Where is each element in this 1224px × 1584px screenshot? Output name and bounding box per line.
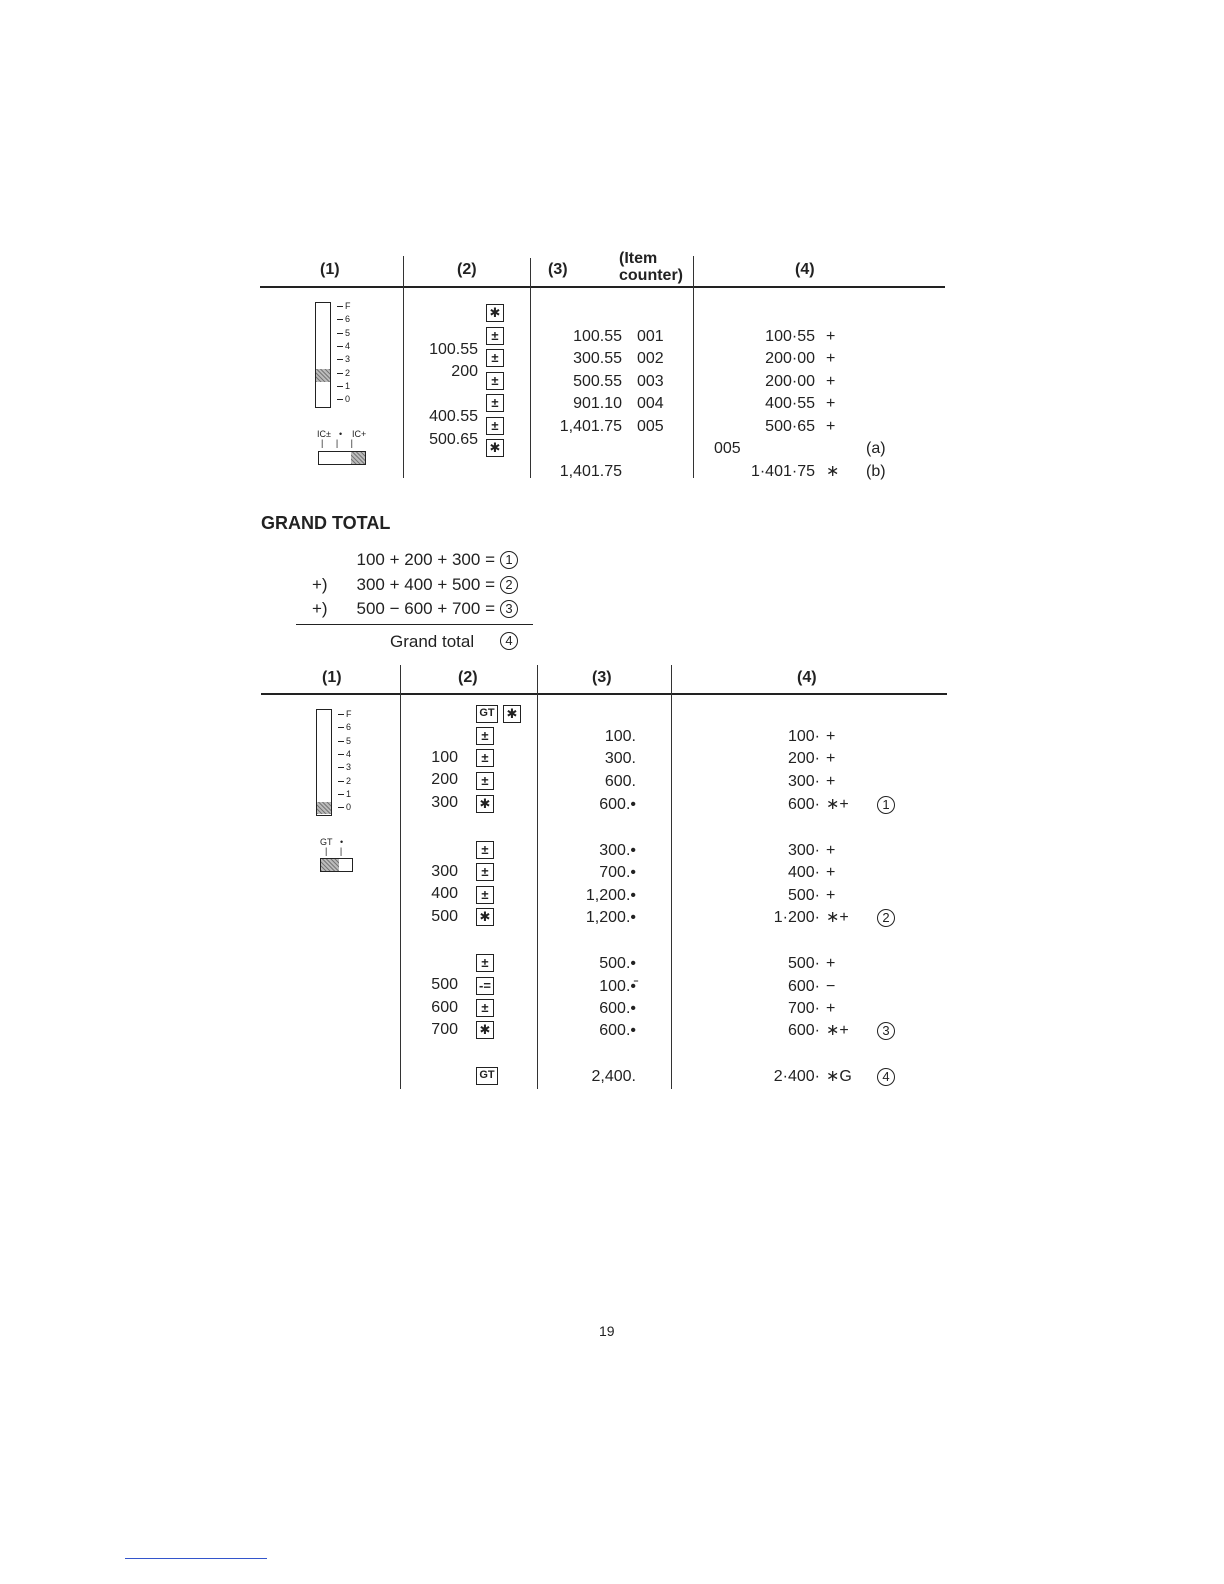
scale-tick-mark [337, 386, 343, 387]
scale-tick: 0 [345, 394, 351, 405]
input-value: 500.65 [429, 430, 478, 448]
grand-total-rule [296, 624, 533, 625]
input-value: 100 [431, 749, 458, 766]
gt-key[interactable]: GT [476, 705, 498, 723]
print-symbol: + [826, 728, 836, 745]
calc-key[interactable]: ± [486, 394, 504, 412]
print-value: 2·400· [773, 1068, 820, 1085]
input-value: 300 [431, 794, 458, 811]
print-symbol: ∗+ [826, 796, 849, 813]
calc-key[interactable]: ± [476, 772, 494, 790]
grand-total-heading: GRAND TOTAL [261, 513, 391, 533]
calc-key[interactable]: ± [486, 372, 504, 390]
input-value: 500 [431, 976, 458, 993]
print-value: 100·55 [765, 327, 815, 345]
item-counter: 005 [637, 417, 664, 435]
table1-divider-1 [403, 256, 404, 478]
table2-header-1: (1) [322, 669, 342, 686]
display-value: 600.• [599, 1022, 636, 1039]
display-value: 500.55 [573, 372, 622, 390]
scale-tick: 2 [346, 775, 352, 786]
gt-switch-label: GT [320, 837, 333, 847]
calc-key[interactable]: ✱ [503, 705, 521, 723]
scale-tick-mark [338, 767, 344, 768]
print-value: 100· [787, 728, 820, 745]
display-value: 1,401.75 [559, 417, 622, 435]
input-value: 200 [451, 363, 478, 380]
display-value: 300. [604, 750, 636, 767]
calc-key[interactable]: ± [486, 349, 504, 367]
print-symbol: + [826, 955, 836, 972]
equation-prefix: +) [312, 574, 328, 594]
print-value: 200· [787, 750, 820, 767]
scale-tick-mark [337, 359, 343, 360]
equation-circle: 2 [500, 576, 518, 594]
print-symbol: + [826, 887, 836, 904]
scale-tick-mark [337, 333, 343, 334]
display-value: 901.10 [573, 395, 622, 412]
scale-tick-mark [338, 807, 344, 808]
scale-tick: 2 [345, 367, 351, 378]
scale-tick: 3 [345, 354, 351, 365]
print-symbol: − [826, 978, 836, 995]
scale-tick: 1 [345, 380, 351, 391]
print-value: 500·65 [765, 417, 815, 435]
print-value: 600· [787, 796, 820, 813]
print-note: (a) [866, 440, 886, 457]
print-symbol: + [826, 842, 836, 859]
print-value: 700· [787, 1000, 820, 1017]
input-value: 300 [431, 863, 458, 880]
equation-expression: 100 + 200 + 300 = [356, 550, 495, 569]
display-value: 1,200.• [585, 909, 636, 926]
table2-header-3: (3) [592, 669, 612, 686]
decimal-selector-scale [315, 302, 331, 408]
print-symbol: + [826, 395, 836, 412]
ic-switch-label-dot: • [339, 429, 343, 439]
input-value: 500 [431, 908, 458, 925]
scale-tick: 1 [346, 788, 352, 799]
equation-circle: 3 [500, 600, 518, 618]
display-value: 600. [604, 773, 636, 790]
calc-key[interactable]: ± [476, 999, 494, 1017]
print-value: 200·00 [765, 372, 815, 390]
print-symbol: + [826, 372, 836, 390]
table1-header-3-note-2: counter) [619, 267, 683, 284]
equation-prefix: +) [312, 599, 328, 618]
table2-divider-2 [537, 665, 538, 1089]
scale-tick: 5 [346, 735, 352, 746]
print-value: 600· [787, 1022, 820, 1039]
display-value: 600.• [599, 1000, 636, 1017]
calc-key[interactable]: ± [476, 727, 494, 745]
scale-tick: F [345, 301, 351, 311]
print-value: 1·401·75 [750, 462, 815, 480]
scale-tick-mark [338, 727, 344, 728]
print-value: 600· [787, 978, 820, 995]
calc-key[interactable]: ± [486, 417, 504, 435]
display-value: 1,200.• [585, 887, 636, 904]
scale-tick-mark [337, 319, 343, 320]
decimal-selector-fill-2 [317, 802, 331, 814]
table1-header-2: (2) [457, 261, 477, 278]
display-value: 100.•̄ [599, 978, 636, 995]
input-value: 100.55 [429, 340, 478, 358]
print-note: (b) [866, 462, 886, 480]
page-number: 19 [599, 1323, 615, 1339]
input-value: 700 [431, 1021, 458, 1038]
print-symbol: ∗+ [826, 909, 849, 926]
table1-header-1: (1) [320, 261, 340, 278]
item-counter: 002 [637, 350, 664, 367]
display-value: 600.• [599, 796, 636, 813]
counter-print: 005 [714, 440, 741, 457]
calc-key[interactable]: ✱ [486, 439, 504, 457]
scale-tick-mark [338, 754, 344, 755]
print-symbol: + [826, 864, 836, 881]
calc-key[interactable]: ✱ [476, 795, 494, 813]
print-value: 200·00 [765, 350, 815, 367]
display-value: 1,401.75 [559, 462, 622, 480]
print-value: 500· [787, 887, 820, 904]
print-symbol: ∗ [826, 462, 840, 480]
gt-switch[interactable] [320, 858, 353, 872]
scale-tick: 5 [345, 327, 351, 338]
decimal-selector-fill [316, 369, 330, 382]
display-value: 300.• [599, 842, 636, 859]
scale-tick-mark [337, 346, 343, 347]
ic-switch-label-right: IC+ [352, 429, 367, 439]
result-circle: 1 [877, 796, 895, 814]
table1-header-3-note-1: (Item [619, 250, 658, 267]
table1-header-rule [260, 286, 945, 288]
calc-key[interactable]: ± [476, 886, 494, 904]
calc-key[interactable]: ✱ [486, 304, 504, 322]
ic-switch-knob [351, 452, 365, 464]
calc-key[interactable]: ✱ [476, 1021, 494, 1039]
grand-total-circle: 4 [500, 632, 518, 650]
scale-tick: 6 [346, 722, 352, 733]
print-symbol: + [826, 1000, 836, 1017]
scale-tick-mark [338, 794, 344, 795]
calc-key[interactable]: ± [476, 749, 494, 767]
input-value: 400 [431, 885, 458, 902]
print-value: 400· [787, 864, 820, 881]
print-symbol: + [826, 327, 836, 345]
equation-circle: 1 [500, 551, 518, 569]
result-circle: 4 [877, 1068, 895, 1086]
scale-tick: 4 [345, 340, 351, 351]
print-symbol: ∗+ [826, 1022, 849, 1039]
item-counter: 003 [637, 372, 664, 390]
print-value: 300· [787, 842, 820, 859]
result-circle: 3 [877, 1022, 895, 1040]
calc-key[interactable]: ± [486, 327, 504, 345]
table2-header-rule [261, 693, 947, 695]
grand-total-label: Grand total [390, 632, 475, 651]
display-value: 300.55 [573, 350, 622, 367]
print-value: 400·55 [765, 395, 815, 412]
item-counter: 004 [637, 395, 664, 412]
input-value: 600 [431, 999, 458, 1016]
item-counter: 001 [637, 327, 664, 345]
table2-divider-3 [671, 665, 672, 1089]
calc-key[interactable]: ✱ [476, 908, 494, 926]
gt-switch-dot: • [340, 837, 344, 847]
print-value: 500· [787, 955, 820, 972]
ic-switch[interactable] [318, 451, 366, 465]
print-value: 1·200· [773, 909, 820, 926]
table2-divider-1 [400, 665, 401, 1089]
print-symbol: + [826, 417, 836, 435]
footnote-rule [125, 1558, 267, 1559]
print-symbol: ∗G [826, 1068, 852, 1085]
table2-header-4: (4) [797, 669, 817, 686]
print-symbol: + [826, 773, 836, 790]
scale-tick-mark [337, 373, 343, 374]
ic-switch-label-left: IC± [317, 429, 331, 439]
table1-header-4: (4) [795, 261, 815, 278]
equation-expression: 500 − 600 + 700 = [356, 599, 495, 618]
table2-header-2: (2) [458, 669, 478, 686]
table1-header-3: (3) [548, 261, 568, 278]
print-symbol: + [826, 350, 836, 367]
gt-switch-ticks: | | [325, 846, 343, 856]
gt-switch-knob [321, 859, 339, 871]
scale-tick-mark [338, 781, 344, 782]
scale-tick: 3 [346, 762, 352, 773]
calc-key[interactable]: ± [476, 863, 494, 881]
calc-key[interactable]: -= [476, 977, 494, 995]
input-value: 400.55 [429, 408, 478, 425]
result-circle: 2 [877, 909, 895, 927]
scale-tick-mark [337, 306, 343, 307]
scale-tick: 0 [346, 802, 352, 813]
scale-tick: 4 [346, 748, 352, 759]
scale-tick-mark [338, 741, 344, 742]
table1-divider-3 [693, 256, 694, 478]
scale-tick: F [346, 709, 352, 719]
decimal-selector-scale-2 [316, 709, 332, 816]
ic-switch-ticks: | | | [321, 438, 354, 448]
display-value: 700.• [599, 864, 636, 881]
input-value: 200 [431, 771, 458, 788]
scale-tick-mark [337, 399, 343, 400]
scale-tick-mark [338, 714, 344, 715]
calc-key[interactable]: ± [476, 954, 494, 972]
display-value: 100.55 [573, 327, 622, 345]
print-symbol: + [826, 750, 836, 767]
equation-expression: 300 + 400 + 500 = [356, 574, 495, 594]
display-value: 500.• [599, 955, 636, 972]
display-value: 100. [604, 728, 636, 745]
display-value: 2,400. [591, 1068, 636, 1085]
calc-key[interactable]: ± [476, 841, 494, 859]
print-value: 300· [787, 773, 820, 790]
gt-key[interactable]: GT [476, 1067, 498, 1085]
table1-divider-2 [530, 258, 531, 478]
scale-tick: 6 [345, 314, 351, 325]
